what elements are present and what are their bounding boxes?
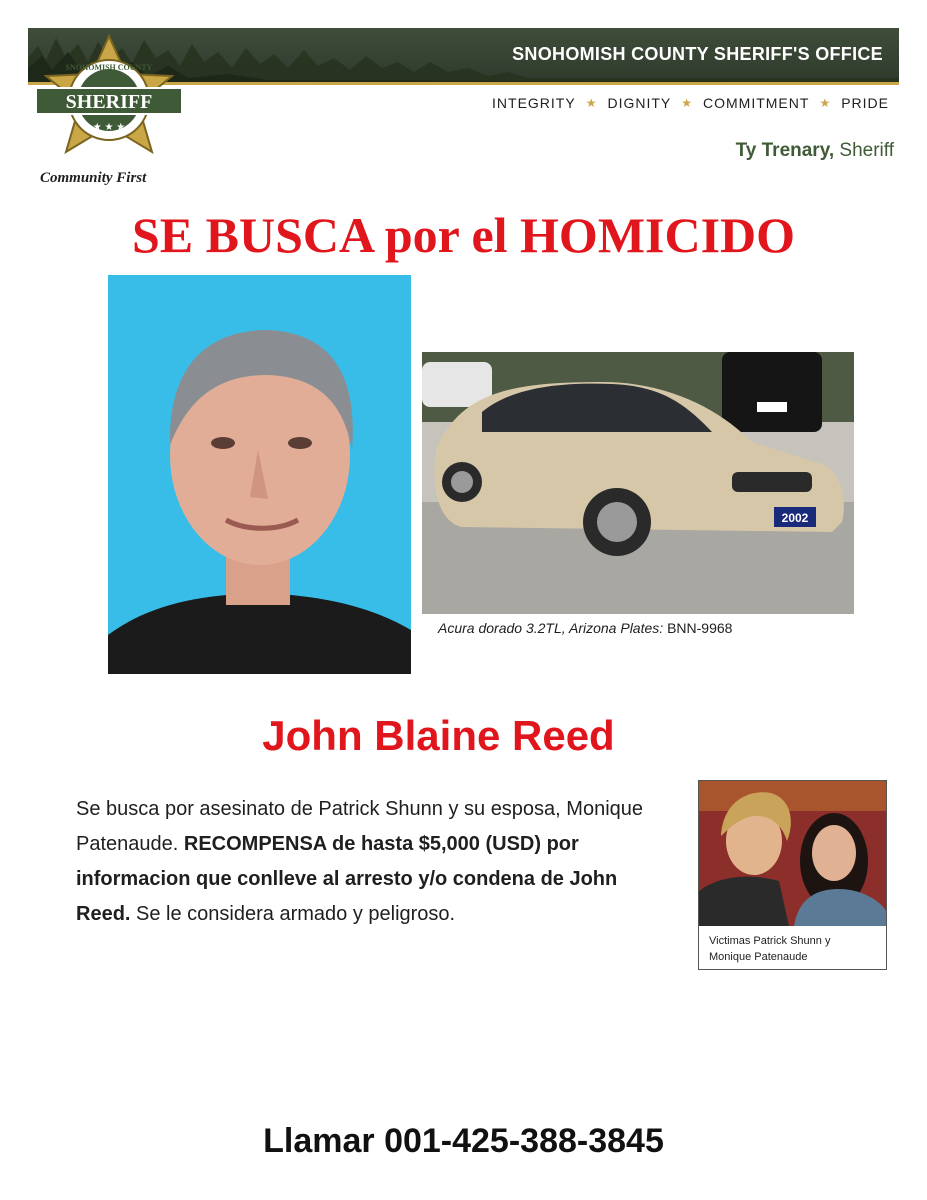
star-icon: ★: [681, 96, 693, 110]
vehicle-plate: BNN-9968: [667, 620, 733, 636]
call-number: Llamar 001-425-388-3845: [263, 1122, 664, 1160]
victims-caption-line2: Monique Patenaude: [709, 951, 808, 963]
value-dignity: DIGNITY: [607, 95, 672, 111]
value-commitment: COMMITMENT: [703, 95, 810, 111]
badge-ring-text: SNOHOMISH COUNTY: [65, 63, 153, 72]
page-title: SE BUSCA por el HOMICIDO: [131, 207, 796, 263]
office-name: SNOHOMISH COUNTY SHERIFF'S OFFICE: [512, 44, 883, 64]
description-warning: Se le considera armado y peligroso.: [136, 903, 456, 925]
suspect-name: John Blaine Reed: [262, 712, 615, 759]
suspect-portrait-icon: [108, 275, 411, 674]
value-integrity: INTEGRITY: [492, 95, 576, 111]
sheriff-name: Ty Trenary,: [735, 140, 835, 161]
star-icon: ★: [819, 96, 832, 110]
description-intro: Se busca por asesinato de Patrick Shunn y su esposa, Monique Patenaude.: [76, 798, 644, 855]
suspect-photo: [108, 275, 411, 674]
vehicle-photo: [422, 352, 854, 614]
reward-text: RECOMPENSA de hasta $5,000 (USD) por informacion que conlleve al arresto y/o condena de John Reed.: [76, 833, 618, 925]
car-photo-icon: [422, 352, 854, 614]
badge-word: SHERIFF: [65, 91, 153, 113]
svg-text:★ ★ ★: ★ ★ ★: [92, 122, 126, 133]
case-description: [76, 792, 656, 932]
values-row: [492, 95, 889, 111]
sheriff-badge-icon: [34, 34, 184, 166]
value-pride: PRIDE: [841, 95, 889, 111]
vehicle-description: Acura dorado 3.2TL, Arizona Plates:: [438, 620, 664, 636]
victims-photo-icon: [699, 781, 886, 926]
motto: Community First: [40, 170, 147, 186]
victims-caption: [709, 933, 879, 965]
star-icon: ★: [585, 96, 598, 110]
victims-caption-line1: Victimas Patrick Shunn y: [709, 935, 831, 947]
sheriff-title: Sheriff: [839, 140, 894, 161]
victims-photo: [699, 781, 886, 926]
car-sign-year: 2002: [781, 511, 809, 525]
victims-card: [698, 780, 887, 970]
vehicle-caption: [438, 620, 732, 636]
sheriff-line: [736, 140, 894, 162]
